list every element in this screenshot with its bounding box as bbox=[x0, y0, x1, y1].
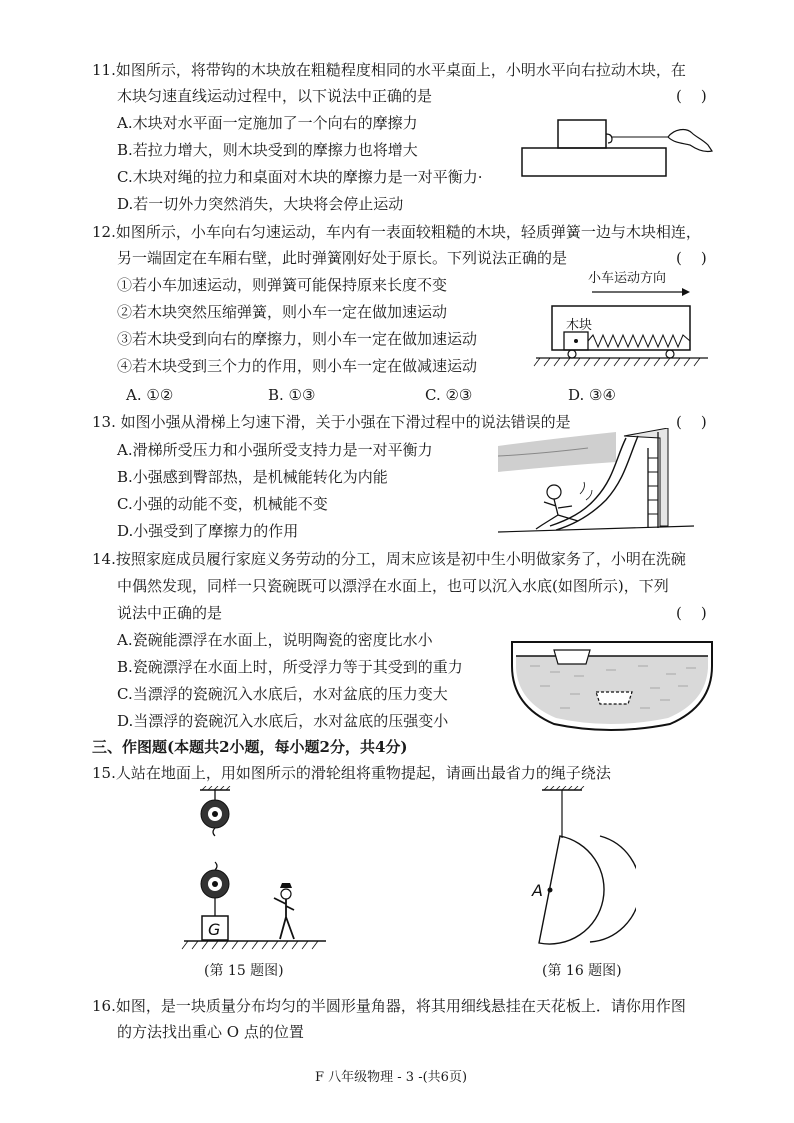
q13-option-a: A.滑梯所受压力和小强所受支持力是一对平衡力 bbox=[117, 441, 433, 459]
q11-block-figure bbox=[518, 110, 718, 180]
q12-stem-line1: 12.如图所示，小车向右匀速运动，车内有一表面较粗糙的木块，轻质弹簧一边与木块相连， bbox=[92, 223, 701, 241]
boy-head bbox=[547, 485, 561, 499]
q11-option-c: C.木块对绳的拉力和桌面对木块的摩擦力是一对平衡力· bbox=[117, 168, 483, 186]
q13-stem: 13. 如图小强从滑梯上匀速下滑，关于小强在下滑过程中的说法错误的是 bbox=[92, 413, 571, 431]
block-label: 木块 bbox=[566, 318, 593, 333]
floating-bowl bbox=[554, 650, 590, 664]
section-3-title: 三、作图题(本题共2小题，每小题2分，共4分) bbox=[92, 738, 408, 756]
q14-option-c: C.当漂浮的瓷碗沉入水底后，水对盆底的压力变大 bbox=[117, 685, 448, 703]
q11-stem-line1: 11.如图所示，将带钩的木块放在粗糙程度相同的水平桌面上，小明水平向右拉动木块，在 bbox=[92, 61, 686, 79]
q14-stem-line2: 中偶然发现，同样一只瓷碗既可以漂浮在水面上，也可以沉入水底(如图所示)，下列 bbox=[117, 577, 669, 595]
q11-option-b: B.若拉力增大，则木块受到的摩擦力也将增大 bbox=[117, 141, 418, 159]
point-a-label: A bbox=[532, 881, 543, 900]
q15-stem: 15.人站在地面上，用如图所示的滑轮组将重物提起，请画出最省力的绳子绕法 bbox=[92, 764, 611, 782]
weight-label: G bbox=[208, 920, 221, 939]
q12-choice-d: D. ③④ bbox=[568, 386, 616, 404]
point-a bbox=[548, 888, 553, 893]
q16-caption: (第 16 题图) bbox=[542, 963, 622, 979]
q15-pulley-figure bbox=[178, 786, 328, 952]
q14-basin-figure bbox=[510, 636, 714, 734]
q14-answer-blank: ( ) bbox=[676, 604, 707, 622]
q14-option-a: A.瓷碗能漂浮在水面上，说明陶瓷的密度比水小 bbox=[117, 631, 433, 649]
q14-stem-line3: 说法中正确的是 bbox=[117, 604, 223, 622]
arrow-right-icon bbox=[682, 288, 690, 296]
cart-direction-label: 小车运动方向 bbox=[588, 271, 667, 286]
q11-option-d: D.若一切外力突然消失，大块将会停止运动 bbox=[117, 195, 404, 213]
q12-stem-line2: 另一端固定在车厢右壁，此时弹簧刚好处于原长。下列说法正确的是 bbox=[117, 249, 568, 267]
q13-option-b: B.小强感到臀部热，是机械能转化为内能 bbox=[117, 468, 388, 486]
q12-statement-1: ①若小车加速运动，则弹簧可能保持原来长度不变 bbox=[117, 276, 448, 294]
q12-choice-c: C. ②③ bbox=[425, 386, 473, 404]
q12-statement-2: ②若木块突然压缩弹簧，则小车一定在做加速运动 bbox=[117, 303, 448, 321]
spring bbox=[588, 335, 690, 347]
q11-answer-blank: ( ) bbox=[676, 87, 707, 105]
q14-option-b: B.瓷碗漂浮在水面上时，所受浮力等于其受到的重力 bbox=[117, 658, 463, 676]
q12-choice-a: A. ①② bbox=[126, 386, 174, 404]
person-figure bbox=[274, 883, 294, 939]
q13-option-c: C.小强的动能不变，机械能不变 bbox=[117, 495, 328, 513]
page-footer: F 八年级物理 - 3 -(共6页) bbox=[315, 1070, 468, 1085]
q14-option-d: D.当漂浮的瓷碗沉入水底后，水对盆底的压强变小 bbox=[117, 712, 449, 730]
q16-protractor-figure bbox=[516, 786, 636, 950]
q16-stem-line1: 16.如图，是一块质量分布均匀的半圆形量角器，将其用细线悬挂在天花板上．请你用作图 bbox=[92, 997, 686, 1015]
q11-stem-line2: 木块匀速直线运动过程中，以下说法中正确的是 bbox=[117, 87, 433, 105]
q13-slide-figure bbox=[498, 428, 694, 540]
q16-stem-line2: 的方法找出重心 O 点的位置 bbox=[117, 1023, 304, 1041]
q11-option-a: A.木块对水平面一定施加了一个向右的摩擦力 bbox=[117, 114, 418, 132]
q14-stem-line1: 14.按照家庭成员履行家庭义务劳动的分工，周末应该是初中生小明做家务了，小明在洗碗 bbox=[92, 550, 686, 568]
q13-option-d: D.小强受到了摩擦力的作用 bbox=[117, 522, 299, 540]
q12-statement-3: ③若木块受到向右的摩擦力，则小车一定在做加速运动 bbox=[117, 330, 478, 348]
sunk-bowl bbox=[596, 692, 632, 704]
q12-answer-blank: ( ) bbox=[676, 249, 707, 267]
hand-icon bbox=[668, 130, 712, 152]
q13-answer-blank: ( ) bbox=[676, 413, 707, 431]
q12-statement-4: ④若木块受到三个力的作用，则小车一定在做减速运动 bbox=[117, 357, 478, 375]
q15-caption: (第 15 题图) bbox=[204, 963, 284, 979]
q12-cart-figure bbox=[532, 268, 712, 376]
q12-choice-b: B. ①③ bbox=[268, 386, 316, 404]
